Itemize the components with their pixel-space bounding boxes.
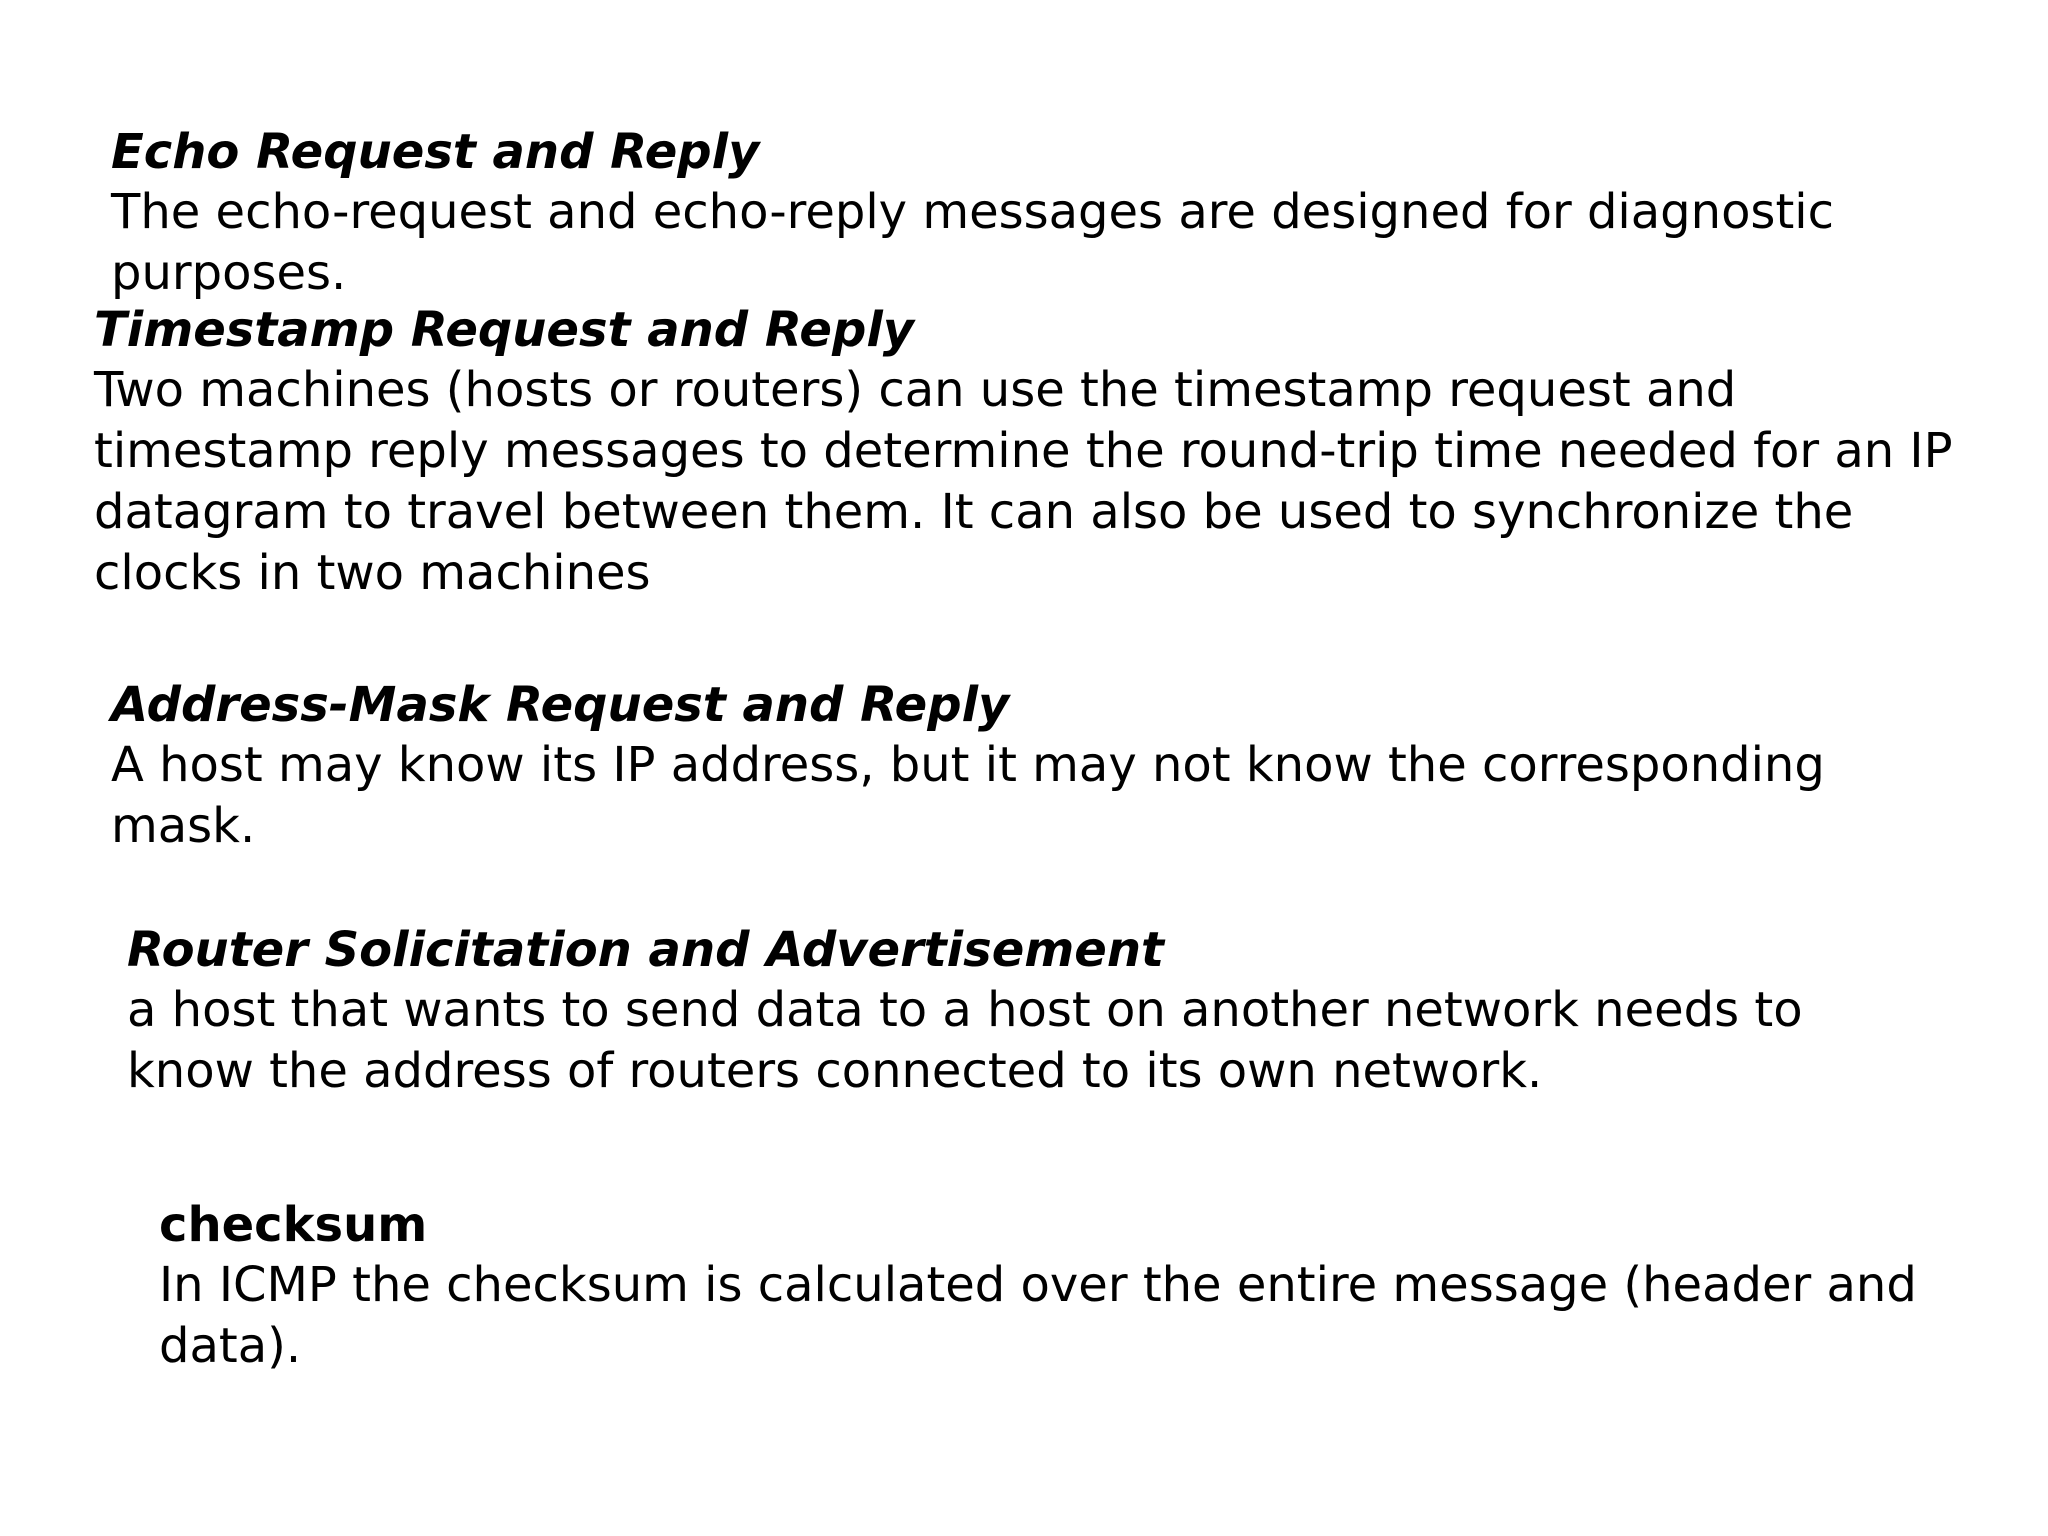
section-body: In ICMP the checksum is calculated over the entire message (header and data). bbox=[159, 1257, 1917, 1374]
section-heading: Echo Request and Reply bbox=[111, 124, 760, 180]
section-body: The echo-request and echo-reply messages are designed for diagnostic purposes. bbox=[111, 184, 1834, 301]
section-heading: Router Solicitation and Advertisement bbox=[127, 922, 1164, 978]
section-body: a host that wants to send data to a host on another network needs to know the address of routers connected to its own network. bbox=[127, 982, 1803, 1099]
section-body: Two machines (hosts or routers) can use the timestamp request and timestamp reply messages to determine the round-trip time needed for an IP datagram to travel between them. It can also be used to synchronize the clocks in two machines bbox=[94, 362, 1953, 601]
section-echo-request-reply bbox=[111, 122, 2011, 304]
section-heading: checksum bbox=[159, 1197, 428, 1253]
section-checksum bbox=[159, 1195, 2009, 1377]
section-heading: Timestamp Request and Reply bbox=[94, 302, 915, 358]
section-heading: Address-Mask Request and Reply bbox=[111, 677, 1010, 733]
section-address-mask-request-reply bbox=[111, 675, 1961, 857]
section-router-solicitation-advertisement bbox=[127, 920, 1977, 1102]
section-body: A host may know its IP address, but it may not know the corresponding mask. bbox=[111, 737, 1825, 854]
section-timestamp-request-reply bbox=[94, 300, 1994, 604]
